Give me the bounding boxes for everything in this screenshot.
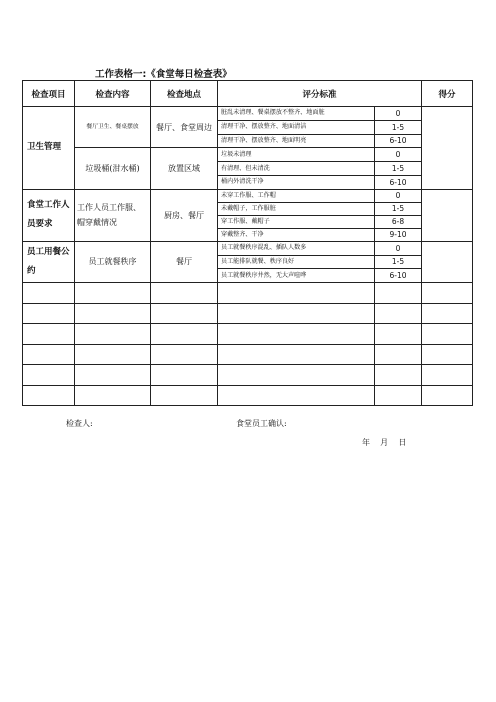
table-row (23, 189, 473, 202)
score-value: 1-5 (375, 202, 422, 215)
score-input-cell[interactable] (422, 189, 473, 241)
empty-row (23, 303, 473, 324)
score-value: 0 (375, 148, 422, 162)
header-content: 检查内容 (75, 81, 151, 107)
criteria-cell: 未戴帽子，工作服脏 (218, 202, 375, 215)
score-value: 9-10 (375, 228, 422, 241)
empty-row (23, 283, 473, 304)
score-value: 1-5 (375, 120, 422, 134)
content-cell: 垃圾桶(泔水桶) (75, 148, 151, 189)
criteria-cell: 桶内外清洗干净 (218, 175, 375, 189)
empty-row (23, 324, 473, 345)
criteria-cell: 穿戴整齐、干净 (218, 228, 375, 241)
score-value: 1-5 (375, 162, 422, 176)
place-cell: 放置区域 (151, 148, 218, 189)
empty-row (23, 385, 473, 406)
date-label: 年 月 日 (362, 438, 407, 447)
criteria-cell: 脏乱未清理、餐桌摆放不整齐、地面脏 (218, 107, 375, 121)
category-dining: 员工用餐公约 (23, 241, 75, 282)
criteria-cell: 员工就餐秩序混乱、插队人数多 (218, 241, 375, 255)
table-header-row (23, 81, 473, 107)
empty-row (23, 344, 473, 365)
place-cell: 餐厅、食堂周边 (151, 107, 218, 148)
content-cell: 工作人员工作服、帽穿戴情况 (75, 189, 151, 241)
criteria-cell: 穿工作服、戴帽子 (218, 215, 375, 228)
score-input-cell[interactable] (422, 241, 473, 282)
score-value: 1-5 (375, 255, 422, 269)
staff-confirm-label: 食堂员工确认: (236, 419, 287, 428)
table-row (23, 148, 473, 162)
score-value: 6-10 (375, 269, 422, 283)
page-title: 工作表格一:《食堂每日检查表》 (95, 69, 232, 80)
content-cell: 员工就餐秩序 (75, 241, 151, 282)
place-cell: 厨房、餐厅 (151, 189, 218, 241)
content-cell: 餐厅卫生、餐桌摆放 (75, 107, 151, 148)
score-input-cell[interactable] (422, 107, 473, 190)
empty-row (23, 365, 473, 386)
place-cell: 餐厅 (151, 241, 218, 282)
score-value: 6-10 (375, 134, 422, 148)
inspector-label: 检查人: (66, 419, 93, 428)
score-value: 6-10 (375, 175, 422, 189)
criteria-cell: 未穿工作服、工作帽 (218, 189, 375, 202)
score-value: 0 (375, 189, 422, 202)
header-criteria: 评分标准 (218, 81, 422, 107)
criteria-cell: 清理干净、摆放整齐、地面明亮 (218, 134, 375, 148)
criteria-cell: 清理干净、摆放整齐、地面清洁 (218, 120, 375, 134)
header-place: 检查地点 (151, 81, 218, 107)
header-item: 检查项目 (23, 81, 75, 107)
table-row (23, 107, 473, 121)
category-staff: 食堂工作人员要求 (23, 189, 75, 241)
criteria-cell: 有清理、但未清洗 (218, 162, 375, 176)
score-value: 6-8 (375, 215, 422, 228)
criteria-cell: 垃圾未清理 (218, 148, 375, 162)
criteria-cell: 员工就餐秩序井然，无大声喧哗 (218, 269, 375, 283)
criteria-cell: 员工能排队就餐、秩序良好 (218, 255, 375, 269)
score-value: 0 (375, 107, 422, 121)
inspection-table (22, 80, 473, 406)
score-value: 0 (375, 241, 422, 255)
category-hygiene: 卫生管理 (23, 107, 75, 190)
header-score: 得分 (422, 81, 473, 107)
table-row (23, 241, 473, 255)
